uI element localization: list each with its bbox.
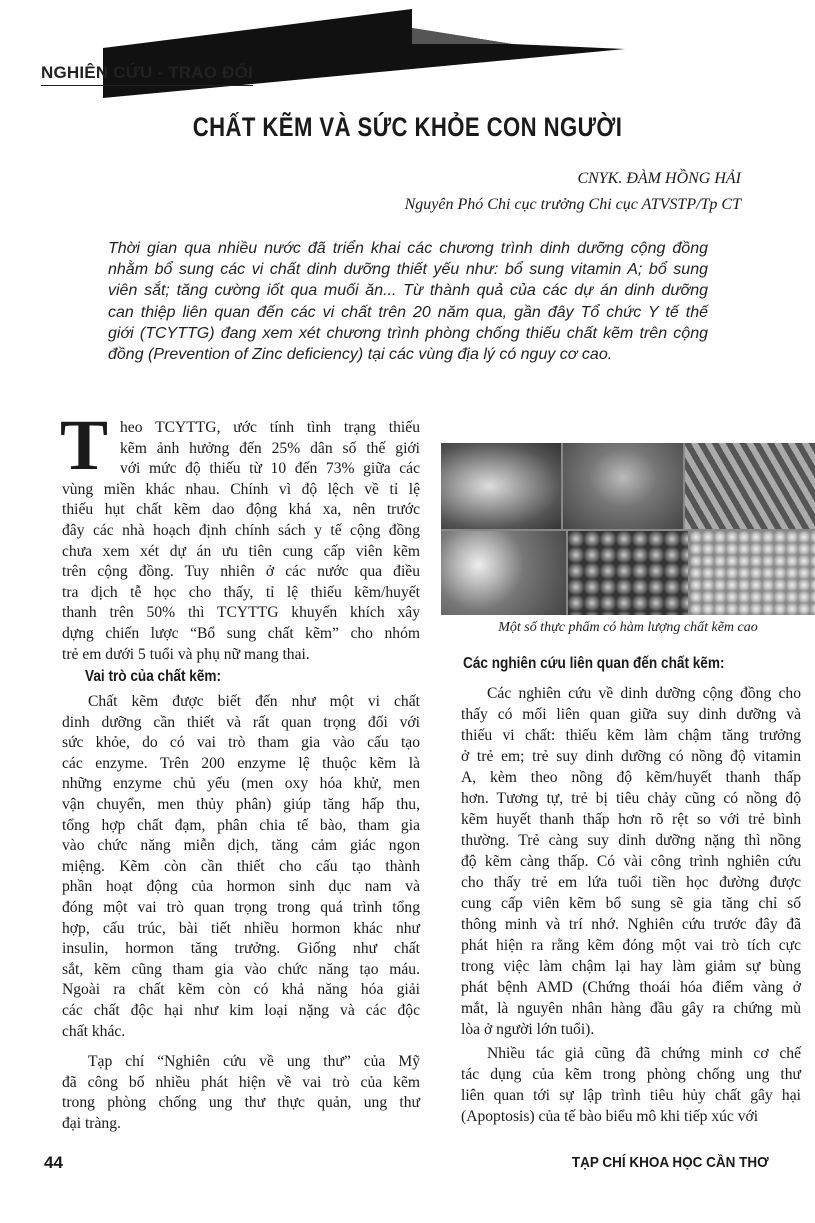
paragraph-apoptosis (461, 1043, 801, 1127)
text-line: chất khác. (62, 1022, 126, 1040)
article-abstract (108, 238, 708, 365)
text-line: hợp, cấu trúc, bài tiết nhiều hormon khác như (62, 919, 420, 937)
text-line: liên quan tới sự lập trình tiêu hủy chất gây hại (461, 1087, 801, 1104)
text-line: trong việc làm chậm lại hay làm giảm sự bùng (461, 958, 801, 975)
text-line: thấy có mối liên quan giữa suy dinh dưỡng và (461, 706, 801, 723)
text-line: kẽm huyết thanh thấp hơn rõ rệt so với trẻ bình (461, 811, 801, 828)
author-affiliation: Nguyên Phó Chi cục trưởng Chi cục ATVSTP/Tp CT (404, 196, 741, 213)
text-line: Các nghiên cứu về dinh dưỡng cộng đồng cho (487, 685, 801, 702)
food-photo-collage (441, 443, 815, 615)
text-line: tổng hợp chất đạm, phân chia tế bào, tham gia (62, 816, 420, 834)
text-line: Thời gian qua nhiều nước đã triển khai các chương trình dinh dưỡng cộng đồng (108, 240, 708, 257)
text-line: dựng chiến lược “Bổ sung chất kẽm” cho nhóm (62, 624, 420, 642)
paragraph-role (62, 692, 420, 1042)
section-heading-research: Các nghiên cứu liên quan đến chất kẽm: (463, 655, 725, 672)
shrimp-photo (685, 443, 815, 529)
text-line: thường. Trẻ càng suy dinh dưỡng nặng thì nồng (461, 832, 801, 849)
text-line: mắt, là nguyên nhân hàng đầu gây ra chứng mù (461, 1000, 801, 1017)
text-line: vùng miền khác nhau. Chính vì độ lệch về tỉ lệ (62, 480, 420, 498)
text-line: đóng một vai trò quan trọng trong quá trình tổng (62, 898, 420, 916)
section-heading-role: Vai trò của chất kẽm: (85, 668, 222, 685)
section-label: NGHIÊN CỨU - TRAO ĐỔI (41, 63, 253, 86)
page-number: 44 (44, 1153, 63, 1172)
text-line: tra dịch tễ học cho thấy, tỉ lệ thiếu kẽm/huyết (62, 583, 420, 601)
text-line: miệng. Kẽm còn cần thiết cho cấu tạo thành (62, 857, 420, 875)
text-line: thanh trên 50% thì TCYTTG khuyến khích xây (62, 604, 420, 622)
text-line: giới (TCYTTG) đang xem xét chương trình phòng chống thiếu chất kẽm trên cộng (108, 324, 708, 342)
paragraph-intro (62, 418, 420, 665)
text-line: kẽm ảnh hưởng đến 25% dân số thế giới (120, 439, 420, 457)
text-line: vận chuyển, men thủy phân) giúp tăng hấp thu, (62, 795, 420, 813)
article-title: CHẤT KẼM VÀ SỨC KHỎE CON NGƯỜI (192, 112, 623, 142)
oysters-photo (441, 443, 561, 529)
text-line: viên sắt; tăng cường iốt qua muối ăn... Từ thành quả của các dự án dinh dưỡng (108, 282, 708, 300)
text-line: nhằm bổ sung các vi chất dinh dưỡng thiết yếu như: bổ sung vitamin A; bổ sung (108, 261, 708, 279)
peas-photo (568, 531, 688, 615)
paragraph-cancer-journal (62, 1052, 420, 1134)
text-line: những enzyme chủ yếu (men oxy hóa khử, men (62, 775, 420, 793)
text-line: sắt, kẽm cũng tham gia vào chức năng tạo máu. (62, 960, 420, 978)
text-line: trẻ em dưới 5 tuổi và phụ nữ mang thai. (62, 645, 310, 663)
header-decoration (0, 0, 815, 110)
soybeans-photo (690, 531, 815, 615)
text-line: tác dụng của kẽm trong phòng chống ung thư (461, 1066, 801, 1083)
text-line: lòa ở người lớn tuổi). (461, 1021, 595, 1038)
text-line: cho thấy trẻ em lứa tuổi tiền học đường được (461, 874, 801, 891)
text-line: trong phòng chống ung thư thực quản, ung thư (62, 1094, 420, 1112)
text-line: ở trẻ em; trẻ suy dinh dưỡng có nồng độ vitamin (461, 748, 801, 765)
text-line: đã công bố nhiều phát hiện về vai trò của kẽm (62, 1073, 420, 1091)
text-line: thiếu hụt chất kẽm dao động khá xa, nên trước (62, 501, 420, 519)
drop-cap: T (60, 405, 109, 485)
text-line: với mức độ thiếu từ 10 đến 73% giữa các (120, 460, 420, 478)
text-line: các enzyme. Trên 200 enzyme lệ thuộc kẽm là (62, 754, 420, 772)
text-line: sức khỏe, do có vai trò tham gia vào cấu tạo (62, 734, 420, 752)
text-line: cung cấp viên kẽm bổ sung sẽ gia tăng chỉ số (461, 895, 801, 912)
text-line: phát hiện ra rằng kẽm đóng một vai trò tích cực (461, 937, 801, 954)
crab-photo (563, 443, 683, 529)
text-line: (Apoptosis) của tế bào biểu mô khi tiếp xúc với (461, 1108, 759, 1125)
photo-caption: Một số thực phẩm có hàm lượng chất kẽm cao (498, 620, 758, 635)
text-line: thông minh và trí nhớ. Nghiên cứu trước đây đã (461, 916, 801, 933)
text-line: Ngoài ra chất kẽm còn có khả năng hóa giải (62, 981, 420, 999)
text-line: đại tràng. (62, 1114, 121, 1132)
journal-name: TẠP CHÍ KHOA HỌC CẦN THƠ (572, 1154, 769, 1171)
text-line: thiếu vi chất: thiếu kẽm làm chậm tăng trưởng (461, 727, 801, 744)
text-line: phần hoạt động của hormon sinh dục nam và (62, 878, 420, 896)
text-line: A, kèm theo nồng độ kẽm/huyết thanh thấp (461, 769, 801, 786)
text-line: Nhiều tác giả cũng đã chứng minh cơ chế (487, 1045, 801, 1062)
text-line: đây các nhà hoạch định chính sách y tế cộng đồng (62, 521, 420, 539)
text-line: các chất độc hại như kim loại nặng và các độc (62, 1001, 420, 1019)
author-name: CNYK. ĐÀM HỒNG HẢI (577, 170, 741, 187)
eggs-photo (441, 531, 566, 615)
text-line: đồng (Prevention of Zinc deficiency) tại các vùng địa lý có nguy cơ cao. (108, 346, 613, 364)
text-line: hơn. Tương tự, trẻ bị tiêu chảy cũng có nồng độ (461, 790, 801, 807)
text-line: vào chức năng miễn dịch, tăng cảm giác ngon (62, 837, 420, 855)
text-line: phát bệnh AMD (Chứng thoái hóa điểm vàng ở (461, 979, 801, 996)
text-line: can thiệp liên quan đến các vi chất trên 20 năm qua, gần đây Tổ chức Y tế thế (108, 303, 708, 321)
text-line: insulin, hormon tăng trưởng. Giống như chất (62, 940, 420, 958)
text-line: heo TCYTTG, ước tính tình trạng thiếu (120, 419, 420, 436)
text-line: dinh dưỡng cần thiết và rất quan trọng đối với (62, 713, 420, 731)
text-line: độ kẽm càng thấp. Có vài công trình nghiên cứu (461, 853, 801, 870)
paragraph-research (461, 683, 801, 1040)
text-line: trên cộng đồng. Tuy nhiên ở các nước qua điều (62, 563, 420, 581)
text-line: Tạp chí “Nghiên cứu về ung thư” của Mỹ (88, 1053, 420, 1070)
text-line: chưa xem xét dự án ưu tiên cung cấp viên kẽm (62, 542, 420, 560)
text-line: Chất kẽm được biết đến như một vi chất (88, 693, 420, 710)
